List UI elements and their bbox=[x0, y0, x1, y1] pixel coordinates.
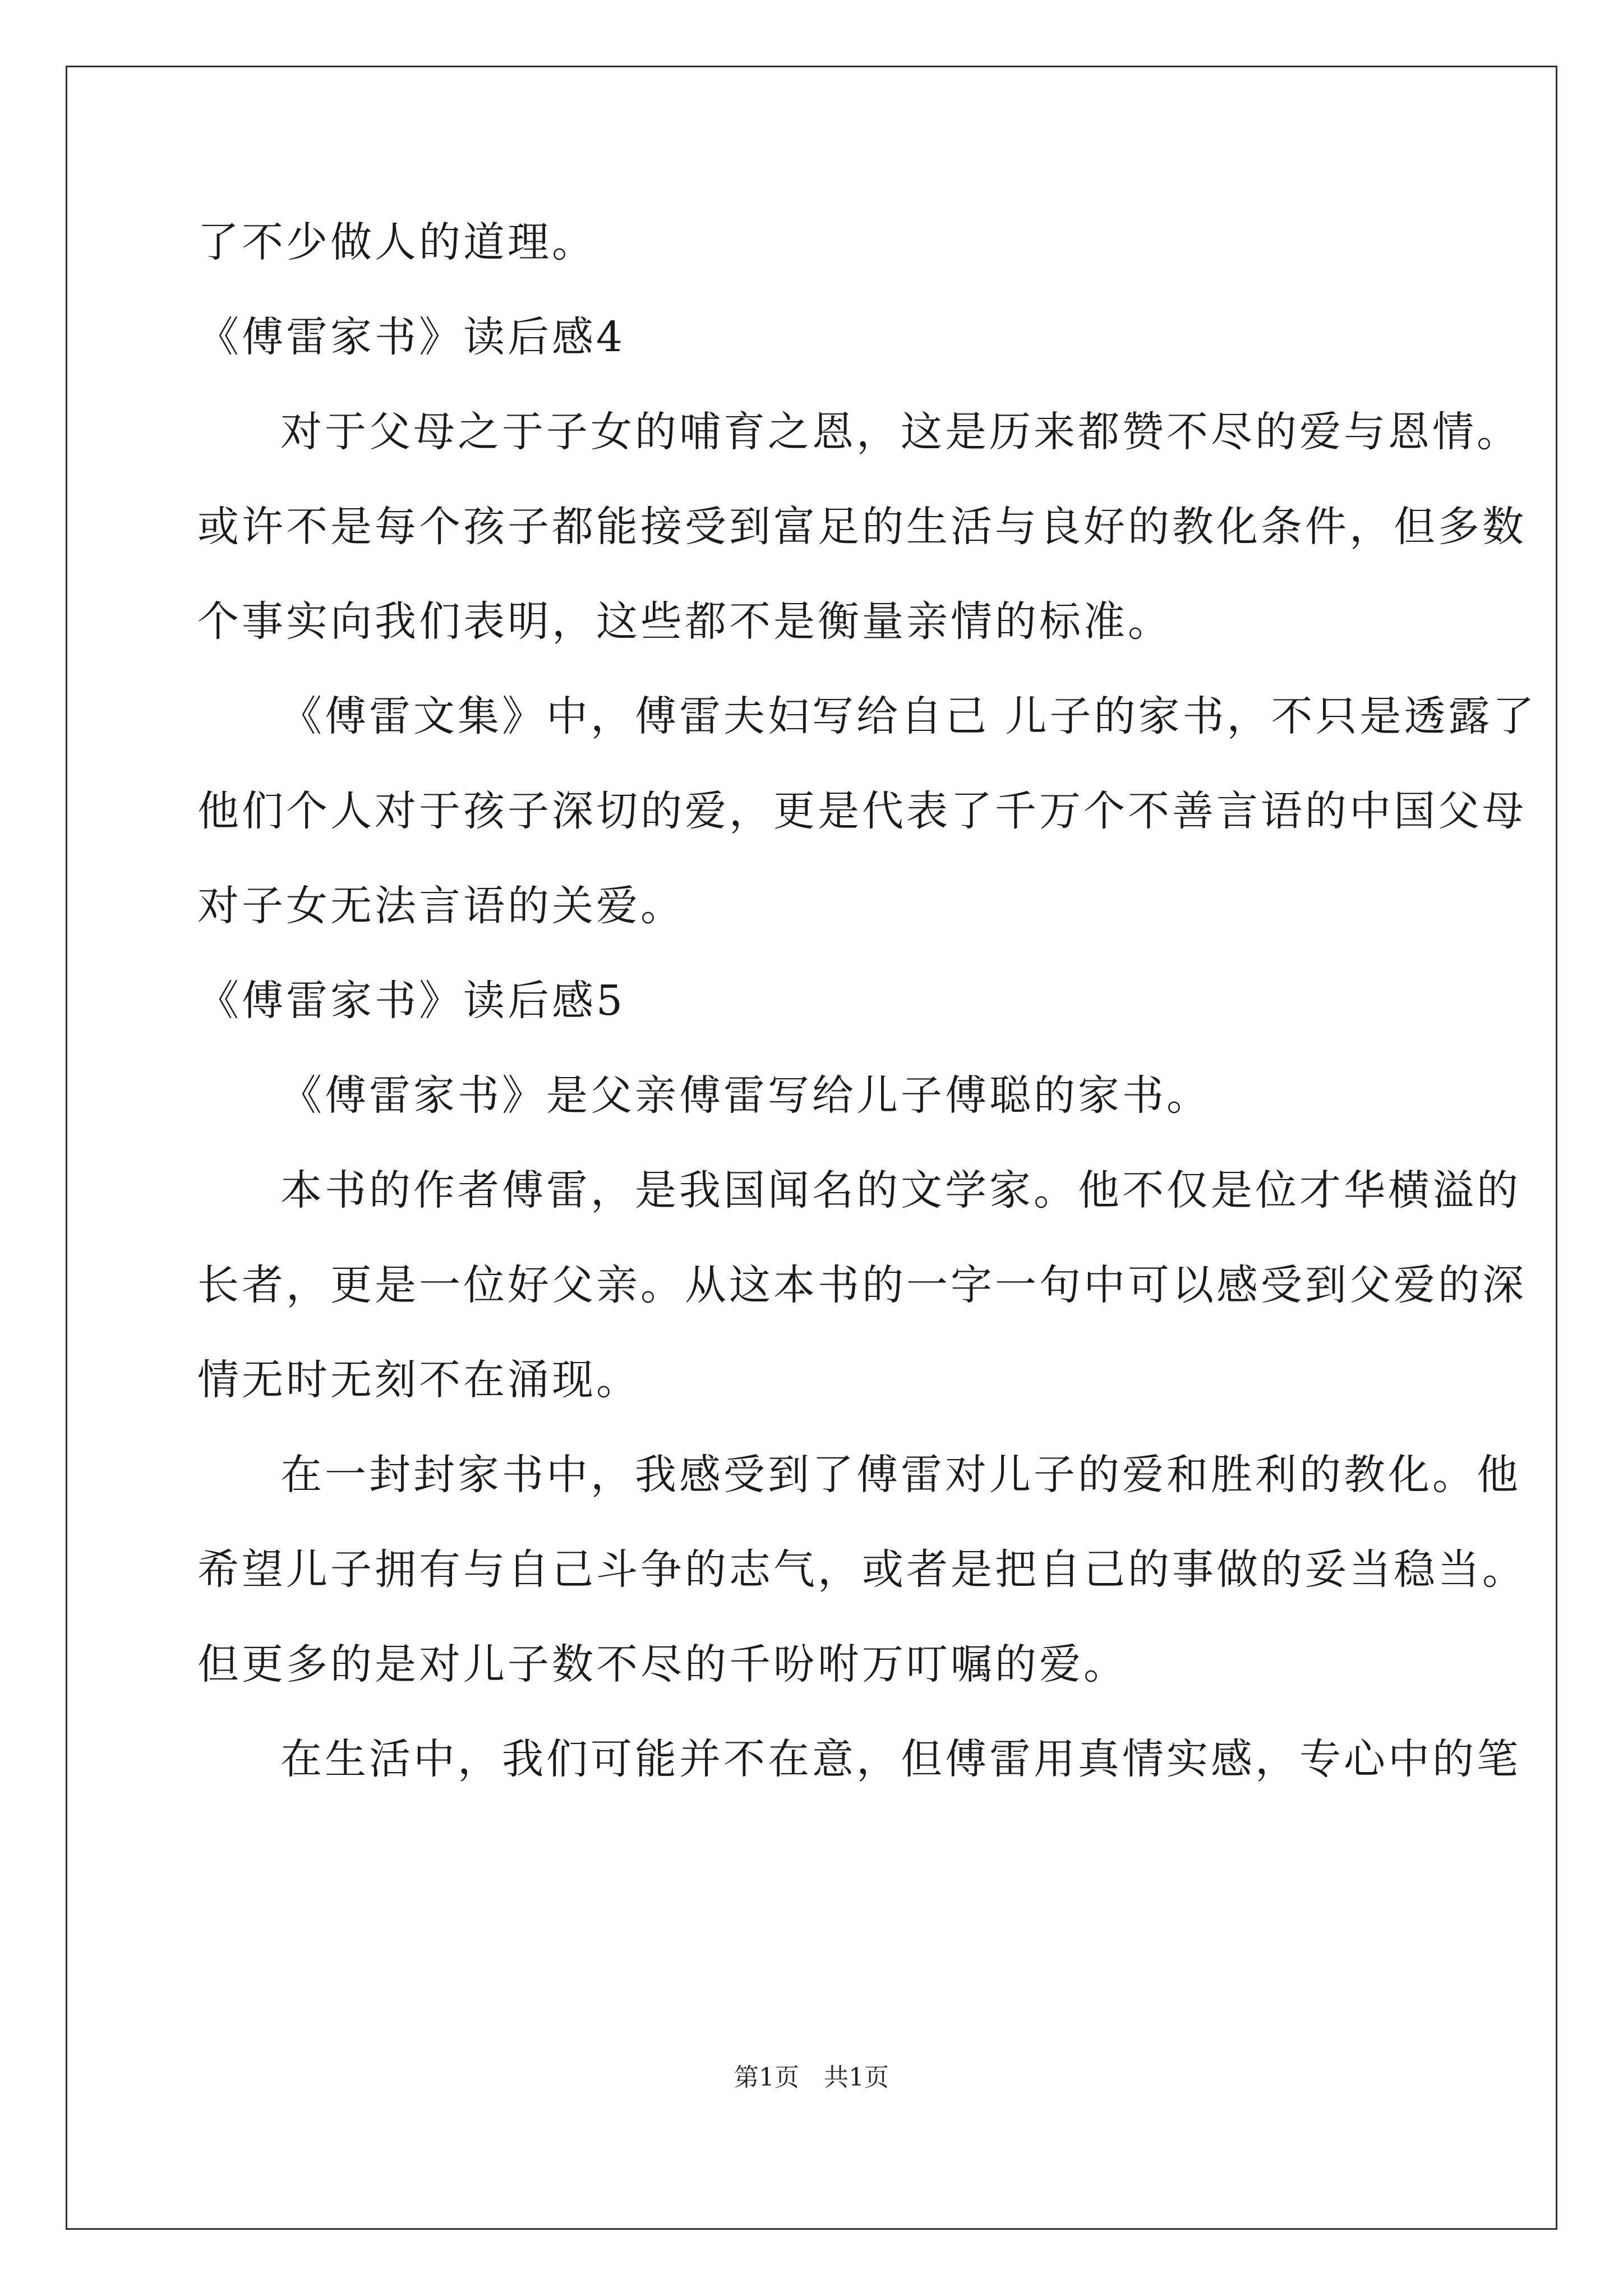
text-line: 希望儿子拥有与自己斗争的志气，或者是把自己的事做的妥当稳当。 bbox=[197, 1545, 1527, 1594]
section-heading: 《傅雷家书》读后感5 bbox=[197, 977, 626, 1025]
text-line: 在一封封家书中，我感受到了傅雷对儿子的爱和胜利的教化。他 bbox=[280, 1451, 1521, 1499]
text-line: 在生活中，我们可能并不在意，但傅雷用真情实感，专心中的笔 bbox=[280, 1735, 1521, 1783]
text-line: 对于父母之于子女的哺育之恩，这是历来都赞不尽的爱与恩情。 bbox=[280, 408, 1521, 456]
text-line: 或许不是每个孩子都能接受到富足的生活与良好的教化条件，但多数 bbox=[197, 503, 1527, 551]
text-line: 《傅雷文集》中，傅雷夫妇写给自己 儿子的家书，不只是透露了 bbox=[280, 692, 1537, 740]
text-line: 《傅雷家书》是父亲傅雷写给儿子傅聪的家书。 bbox=[280, 1071, 1211, 1120]
text-line: 本书的作者傅雷，是我国闻名的文学家。他不仅是位才华横溢的 bbox=[280, 1166, 1521, 1214]
text-line: 但更多的是对儿子数不尽的千吩咐万叮嘱的爱。 bbox=[197, 1640, 1128, 1688]
section-heading: 《傅雷家书》读后感4 bbox=[197, 313, 626, 361]
text-line: 情无时无刻不在涌现。 bbox=[197, 1356, 640, 1404]
text-line: 他们个人对于孩子深切的爱，更是代表了千万个不善言语的中国父母 bbox=[197, 787, 1527, 835]
text-line: 个事实向我们表明，这些都不是衡量亲情的标准。 bbox=[197, 597, 1172, 646]
text-line: 对子女无法言语的关爱。 bbox=[197, 882, 685, 930]
text-line: 长者，更是一位好父亲。从这本书的一字一句中可以感受到父爱的深 bbox=[197, 1261, 1527, 1309]
page-footer: 第1页 共1页 bbox=[734, 2063, 889, 2092]
page-border bbox=[66, 66, 1557, 2230]
text-line: 了不少做人的道理。 bbox=[197, 218, 596, 266]
